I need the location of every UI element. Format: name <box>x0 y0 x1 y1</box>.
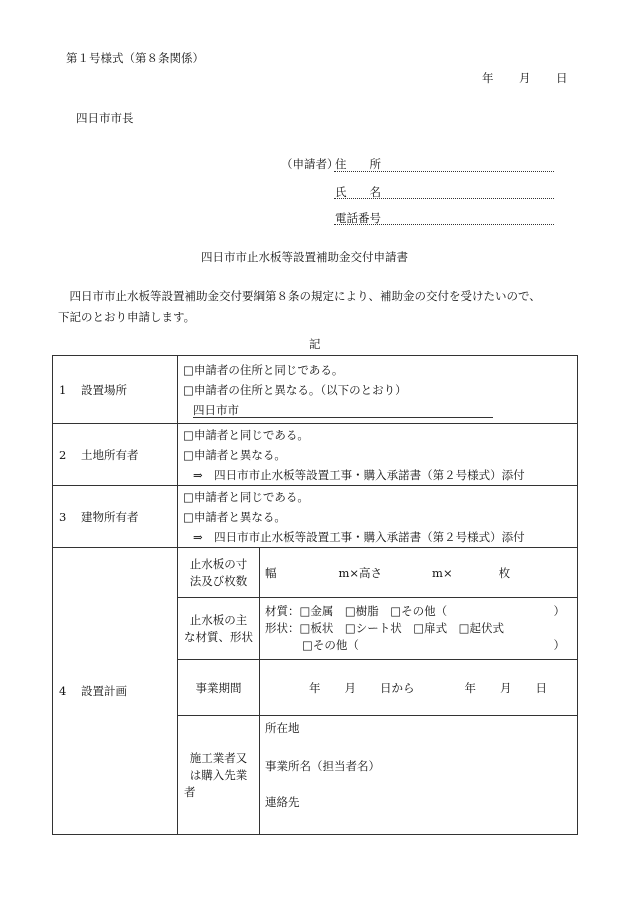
body-text-line1: 四日市市止水板等設置補助金交付要綱第８条の規定により、補助金の交付を受けたいので、 <box>58 289 541 303</box>
section-1-label: 1 設置場所 <box>53 356 178 424</box>
contractor-contact[interactable]: 連絡先 <box>265 795 300 809</box>
shape-line[interactable]: 形状：□板状 □シート状 □扉式 □起伏式 <box>265 621 504 635</box>
section-4-label: 4 設置計画 <box>53 548 178 835</box>
contractor-location[interactable]: 所在地 <box>265 721 300 735</box>
period-field[interactable]: 年 月 日から 年 月 日 <box>260 660 578 716</box>
building-consent-note: ⇒ 四日市市止水板等設置工事・購入承諾書（第２号様式）添付 <box>193 529 525 544</box>
addressee: 四日市市長 <box>76 111 134 125</box>
row-plan-size <box>53 548 578 598</box>
material-options <box>260 598 578 660</box>
section-2-label: 2 土地所有者 <box>53 424 178 486</box>
row-installation-site <box>53 356 578 424</box>
application-table <box>52 355 578 835</box>
land-consent-note: ⇒ 四日市市止水板等設置工事・購入承諾書（第２号様式）添付 <box>193 467 525 482</box>
name-field[interactable] <box>334 198 554 199</box>
row-building-owner <box>53 486 578 548</box>
applicant-label: （申請者） <box>281 157 339 171</box>
address-label: 住 所 <box>335 157 381 171</box>
site-address-field[interactable]: 四日市市 <box>183 400 571 420</box>
size-field[interactable]: 幅 m×高さ m× 枚 <box>260 548 578 598</box>
contractor-office[interactable]: 事業所名（担当者名） <box>265 759 380 773</box>
date-day-label: 日 <box>556 71 568 85</box>
section-3-label: 3 建物所有者 <box>53 486 178 548</box>
land-same-checkbox[interactable]: □申請者と同じである。 <box>183 427 309 442</box>
name-label: 氏 名 <box>335 185 381 199</box>
date-month-label: 月 <box>519 71 531 85</box>
site-different-checkbox[interactable]: □申請者の住所と異なる。（以下のとおり） <box>183 382 407 397</box>
shape-other-line[interactable]: □その他（ ） <box>302 638 565 652</box>
size-label: 止水板の寸 法及び枚数 <box>178 548 260 598</box>
period-label: 事業期間 <box>178 660 260 716</box>
section-1-options <box>178 356 578 424</box>
address-field[interactable] <box>334 171 554 172</box>
form-number: 第１号様式（第８条関係） <box>66 51 204 65</box>
land-different-checkbox[interactable]: □申請者と異なる。 <box>183 447 286 462</box>
material-line[interactable]: 材質：□金属 □樹脂 □その他（ ） <box>265 604 565 618</box>
phone-label: 電話番号 <box>335 211 381 225</box>
section-3-options <box>178 486 578 548</box>
contractor-label: 施工業者又 は購入先業 者 <box>178 716 260 835</box>
date-year-label: 年 <box>482 71 494 85</box>
ki-label: 記 <box>309 337 321 351</box>
body-text-line2: 下記のとおり申請します。 <box>58 310 196 324</box>
building-different-checkbox[interactable]: □申請者と異なる。 <box>183 509 286 524</box>
site-same-checkbox[interactable]: □申請者の住所と同じである。 <box>183 362 344 377</box>
building-same-checkbox[interactable]: □申請者と同じである。 <box>183 489 309 504</box>
document-title: 四日市市止水板等設置補助金交付申請書 <box>201 250 408 264</box>
section-2-options <box>178 424 578 486</box>
phone-field[interactable] <box>334 224 554 225</box>
contractor-fields <box>260 716 578 835</box>
material-label: 止水板の主 な材質、形状 <box>178 598 260 660</box>
row-land-owner <box>53 424 578 486</box>
